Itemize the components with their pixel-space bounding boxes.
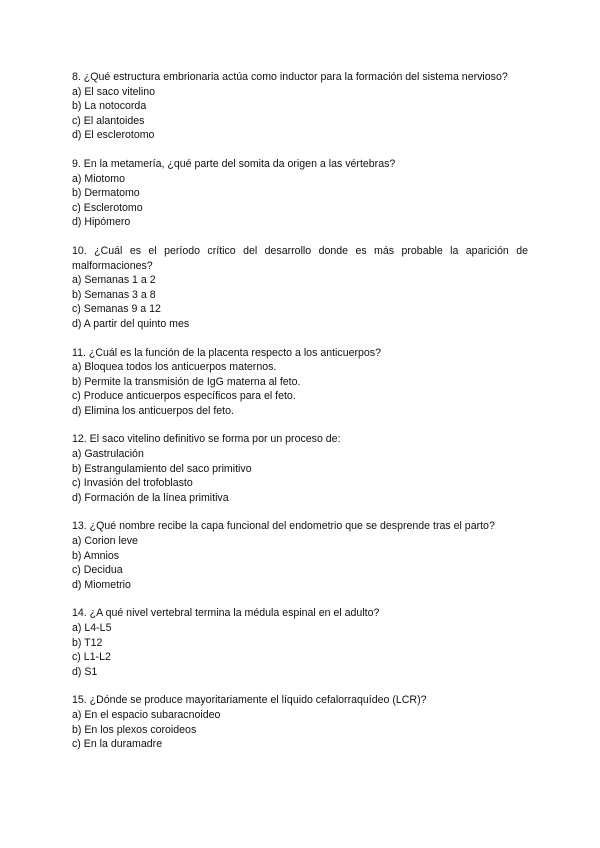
option-b: b) La notocorda	[72, 100, 147, 113]
question-8	[72, 70, 528, 143]
option-list	[72, 85, 528, 143]
question-14	[72, 606, 528, 679]
option-c: c) Semanas 9 a 12	[72, 303, 161, 316]
option-list	[72, 621, 528, 679]
option-a: a) Corion leve	[72, 535, 138, 548]
option-c: c) Decidua	[72, 564, 123, 577]
option-b: b) En los plexos coroideos	[72, 723, 197, 736]
option-list	[72, 172, 528, 230]
option-d: d) El esclerotomo	[72, 129, 155, 142]
question-text: 13. ¿Qué nombre recibe la capa funcional del endometrio que se desprende tras el parto?	[72, 520, 495, 533]
option-b: b) Dermatomo	[72, 187, 140, 200]
option-d: d) A partir del quinto mes	[72, 317, 190, 330]
option-a: a) L4-L5	[72, 622, 112, 634]
option-c: c) Invasión del trofoblasto	[72, 477, 193, 490]
option-d: d) Miometrio	[72, 578, 131, 591]
question-text: 15. ¿Dónde se produce mayoritariamente el líquido cefalorraquídeo (LCR)?	[72, 694, 427, 707]
option-d: d) Formación de la línea primitiva	[72, 491, 229, 504]
option-a: a) En el espacio subaracnoideo	[72, 708, 221, 721]
option-list	[72, 360, 528, 418]
question-text: 8. ¿Qué estructura embrionaria actúa como inductor para la formación del sistema nervioso?	[72, 71, 508, 83]
option-b: b) Semanas 3 a 8	[72, 288, 156, 301]
question-text: 11. ¿Cuál es la función de la placenta respecto a los anticuerpos?	[72, 346, 381, 359]
option-b: b) Amnios	[72, 549, 120, 562]
option-c: c) L1-L2	[72, 651, 111, 664]
option-list	[72, 447, 528, 505]
option-d: d) Elimina los anticuerpos del feto.	[72, 404, 234, 417]
option-d: d) S1	[72, 665, 98, 678]
question-15	[72, 693, 528, 751]
question-10	[72, 244, 528, 332]
option-a: a) Bloquea todos los anticuerpos maternos.	[72, 361, 277, 374]
option-a: a) Semanas 1 a 2	[72, 274, 156, 287]
option-a: a) Miotomo	[72, 172, 125, 185]
option-c: c) Produce anticuerpos específicos para el feto.	[72, 390, 296, 403]
option-list	[72, 708, 528, 752]
option-b: b) Estrangulamiento del saco primitivo	[72, 462, 252, 475]
option-c: c) El alantoides	[72, 114, 145, 127]
option-d: d) Hipómero	[72, 216, 131, 229]
question-text: 10. ¿Cuál es el período crítico del desarrollo donde es más probable la aparición de malformaciones?	[72, 244, 528, 272]
question-text: 12. El saco vitelino definitivo se forma por un proceso de:	[72, 433, 341, 446]
option-b: b) Permite la transmisión de IgG materna al feto.	[72, 375, 301, 388]
option-a: a) Gastrulación	[72, 448, 144, 461]
question-text: 14. ¿A qué nivel vertebral termina la médula espinal en el adulto?	[72, 607, 380, 620]
option-c: c) Esclerotomo	[72, 201, 143, 214]
question-text: 9. En la metamería, ¿qué parte del somita da origen a las vértebras?	[72, 157, 396, 170]
question-11	[72, 346, 528, 419]
option-list	[72, 534, 528, 592]
document-page	[72, 70, 528, 766]
option-c: c) En la duramadre	[72, 738, 163, 751]
option-list	[72, 273, 528, 331]
option-b: b) T12	[72, 636, 103, 649]
question-9	[72, 157, 528, 230]
question-13	[72, 519, 528, 592]
question-12	[72, 432, 528, 505]
option-a: a) El saco vitelino	[72, 85, 156, 98]
